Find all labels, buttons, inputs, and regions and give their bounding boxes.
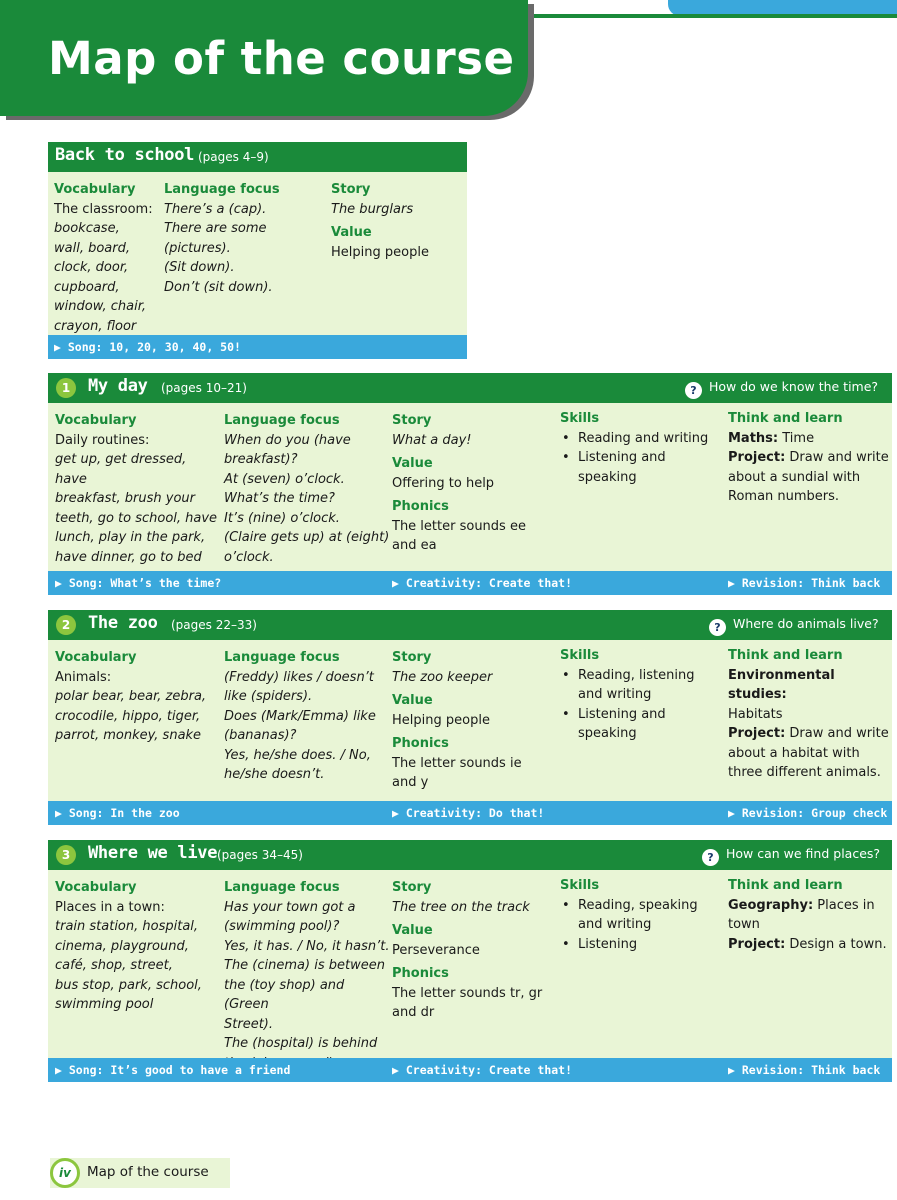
subject-line: town	[728, 917, 760, 932]
language-line: o’clock.	[224, 549, 274, 565]
vocab-line: The classroom:	[54, 201, 153, 217]
vocabulary-heading: Vocabulary	[55, 413, 137, 428]
project-line: about a habitat with	[728, 745, 860, 761]
page-title: Map of the course	[48, 32, 515, 85]
story-text: The burglars	[331, 201, 414, 217]
project-line: Project: Draw and write	[728, 450, 889, 465]
title-banner	[0, 0, 528, 116]
intro-header	[48, 142, 467, 172]
unit-1-header	[48, 373, 892, 403]
language-focus-heading: Language focus	[224, 880, 340, 895]
value-text: Helping people	[392, 712, 490, 728]
language-line: (Sit down).	[164, 260, 235, 275]
vocab-line: wall, board,	[54, 240, 130, 256]
vocab-line: parrot, monkey, snake	[55, 728, 202, 743]
big-question-text: Where do animals live?	[733, 616, 879, 631]
vocab-line: cupboard,	[54, 279, 120, 295]
vocabulary-heading: Vocabulary	[54, 182, 136, 197]
story-column	[392, 648, 558, 793]
subject-label: Environmental studies:	[728, 667, 835, 702]
unit-2-header	[48, 610, 892, 640]
language-line: Don’t (sit down).	[164, 279, 273, 295]
project-line: Project: Draw and write	[728, 726, 889, 741]
language-column	[224, 411, 390, 567]
question-icon: ?	[709, 619, 726, 636]
vocabulary-heading: Vocabulary	[55, 880, 137, 895]
vocab-line: Daily routines:	[55, 432, 150, 448]
vocab-line: get up, get dressed, have	[55, 452, 187, 487]
language-focus-heading: Language focus	[224, 650, 340, 665]
skills-column	[560, 646, 726, 744]
value-heading: Value	[392, 923, 433, 938]
language-line: (bananas)?	[224, 728, 297, 743]
phonics-line: The letter sounds ee	[392, 518, 526, 534]
story-column	[392, 411, 558, 556]
story-heading: Story	[392, 413, 432, 428]
value-text: Helping people	[331, 244, 429, 260]
unit-1-bottom-bar	[48, 571, 892, 595]
song-link[interactable]: ▶ Song: 10, 20, 30, 40, 50!	[54, 340, 241, 354]
phonics-heading: Phonics	[392, 499, 449, 514]
language-line: At (seven) o’clock.	[224, 471, 345, 487]
unit-3-section	[48, 840, 892, 1082]
unit-number-badge: 2	[56, 615, 76, 635]
skills-heading: Skills	[560, 648, 600, 663]
phonics-line: and ea	[392, 538, 437, 553]
page-footer	[50, 1158, 230, 1188]
skills-heading: Skills	[560, 411, 600, 426]
vocab-line: cinema, playground,	[55, 938, 189, 954]
unit-title: My day	[88, 376, 148, 396]
vocabulary-column	[55, 648, 221, 746]
skill-item: • Listening and speaking	[560, 448, 726, 487]
language-line: (Freddy) likes / doesn’t	[224, 669, 374, 685]
unit-3-bottom-bar	[48, 1058, 892, 1082]
language-line: Yes, he/she does. / No,	[224, 747, 371, 763]
vocab-line: clock, door,	[54, 260, 129, 275]
vocab-line: train station, hospital,	[55, 919, 199, 934]
think-learn-heading: Think and learn	[728, 411, 843, 426]
unit-number-badge: 3	[56, 845, 76, 865]
language-line: the (toy shop) and (Green	[224, 977, 345, 1012]
vocab-line: crayon, floor	[54, 318, 137, 334]
footer-label: Map of the course	[87, 1164, 209, 1180]
big-question	[685, 379, 878, 399]
language-line: Yes, it has. / No, it hasn’t.	[224, 938, 390, 954]
subject-line: Geography: Places in	[728, 897, 875, 913]
skill-item: • Listening and speaking	[560, 705, 726, 744]
story-heading: Story	[331, 182, 371, 197]
language-line: What’s the time?	[224, 491, 335, 506]
think-learn-heading: Think and learn	[728, 648, 843, 663]
project-line: Roman numbers.	[728, 489, 840, 504]
language-line: There’s a (cap).	[164, 201, 267, 217]
unit-pages: (pages 34–45)	[217, 848, 303, 862]
value-heading: Value	[331, 225, 372, 240]
vocab-line: café, shop, street,	[55, 958, 173, 973]
intro-song-bar	[48, 335, 467, 359]
creativity-link[interactable]: ▶ Creativity: Create that!	[392, 576, 573, 590]
unit-title: The zoo	[88, 613, 158, 633]
unit-pages: (pages 22–33)	[171, 618, 257, 632]
story-column	[392, 878, 558, 1023]
song-link[interactable]: ▶ Song: What’s the time?	[55, 576, 222, 590]
vocab-line: teeth, go to school, have	[55, 510, 218, 526]
unit-title: Where we live	[88, 843, 218, 863]
language-line: The (cinema) is between	[224, 958, 385, 973]
unit-2-section	[48, 610, 892, 825]
story-text: The tree on the track	[392, 899, 530, 915]
skill-item: • Reading, speaking and writing	[560, 896, 726, 935]
skill-item: • Reading and writing	[560, 429, 726, 449]
intro-section	[48, 142, 467, 359]
vocab-line: swimming pool	[55, 997, 154, 1012]
phonics-line: The letter sounds ie	[392, 755, 522, 771]
vocab-line: lunch, play in the park,	[55, 530, 206, 545]
think-learn-column	[728, 409, 892, 507]
vocab-line: Animals:	[55, 669, 112, 685]
skills-column	[560, 876, 726, 954]
project-line: Project: Design a town.	[728, 936, 887, 952]
header-accent-line	[528, 14, 897, 18]
revision-link[interactable]: ▶ Revision: Think back	[728, 1063, 881, 1077]
phonics-line: The letter sounds tr, gr	[392, 985, 543, 1001]
language-line: Does (Mark/Emma) like	[224, 708, 376, 724]
story-heading: Story	[392, 650, 432, 665]
question-icon: ?	[685, 382, 702, 399]
think-learn-column	[728, 876, 892, 954]
big-question	[702, 846, 880, 866]
question-icon: ?	[702, 849, 719, 866]
project-line: three different animals.	[728, 765, 881, 780]
language-line: Street).	[224, 1016, 273, 1032]
vocabulary-heading: Vocabulary	[55, 650, 137, 665]
vocabulary-column	[55, 878, 221, 1015]
vocab-line: crocodile, hippo, tiger,	[55, 708, 201, 724]
vocab-line: bookcase,	[54, 221, 120, 236]
big-question-text: How can we find places?	[726, 846, 881, 861]
language-line: When do you (have	[224, 432, 351, 448]
revision-link[interactable]: ▶ Revision: Group check	[728, 806, 888, 820]
language-line: like (spiders).	[224, 689, 313, 704]
vocabulary-column	[55, 411, 221, 567]
language-line: (swimming pool)?	[224, 919, 340, 934]
intro-title: Back to school	[55, 145, 195, 165]
unit-pages: (pages 10–21)	[161, 381, 247, 395]
intro-vocabulary-column	[54, 180, 158, 336]
language-column	[224, 878, 390, 1073]
intro-story-column	[331, 180, 461, 262]
language-line: It’s (nine) o’clock.	[224, 510, 340, 526]
song-link[interactable]: ▶ Song: It’s good to have a friend	[55, 1063, 291, 1077]
language-line: There are some	[164, 221, 267, 236]
vocab-line: window, chair,	[54, 299, 147, 314]
phonics-line: and dr	[392, 1005, 435, 1020]
skills-column	[560, 409, 726, 487]
vocab-line: bus stop, park, school,	[55, 977, 202, 993]
creativity-link[interactable]: ▶ Creativity: Do that!	[392, 806, 545, 820]
big-question-text: How do we know the time?	[709, 379, 879, 394]
subject-line: Habitats	[728, 706, 783, 722]
song-link[interactable]: ▶ Song: In the zoo	[55, 806, 180, 820]
language-line: The (hospital) is behind	[224, 1036, 378, 1051]
story-heading: Story	[392, 880, 432, 895]
intro-pages: (pages 4–9)	[198, 150, 269, 164]
phonics-heading: Phonics	[392, 736, 449, 751]
language-focus-heading: Language focus	[224, 413, 340, 428]
intro-language-column	[164, 180, 324, 297]
value-text: Perseverance	[392, 942, 480, 958]
creativity-link[interactable]: ▶ Creativity: Create that!	[392, 1063, 573, 1077]
language-line: Has your town got a	[224, 899, 356, 915]
project-line: about a sundial with	[728, 469, 861, 485]
language-focus-heading: Language focus	[164, 182, 280, 197]
skills-heading: Skills	[560, 878, 600, 893]
value-text: Offering to help	[392, 475, 495, 491]
language-line: breakfast)?	[224, 452, 298, 467]
language-column	[224, 648, 390, 785]
vocab-line: have dinner, go to bed	[55, 549, 202, 565]
think-learn-heading: Think and learn	[728, 878, 843, 893]
subject-line: Maths: Time	[728, 430, 815, 446]
language-line: he/she doesn’t.	[224, 767, 325, 782]
unit-number-badge: 1	[56, 378, 76, 398]
language-line: (pictures).	[164, 240, 231, 256]
vocab-line: breakfast, brush your	[55, 491, 195, 506]
think-learn-column	[728, 646, 892, 783]
phonics-heading: Phonics	[392, 966, 449, 981]
skill-item: • Reading, listening and writing	[560, 666, 726, 705]
story-text: The zoo keeper	[392, 669, 493, 685]
value-heading: Value	[392, 456, 433, 471]
skill-item: • Listening	[560, 935, 726, 955]
unit-1-section	[48, 373, 892, 595]
revision-link[interactable]: ▶ Revision: Think back	[728, 576, 881, 590]
value-heading: Value	[392, 693, 433, 708]
story-text: What a day!	[392, 432, 472, 448]
page-number-badge: iv	[50, 1158, 80, 1188]
vocab-line: polar bear, bear, zebra,	[55, 689, 207, 704]
unit-3-header	[48, 840, 892, 870]
big-question	[709, 616, 879, 636]
language-line: (Claire gets up) at (eight)	[224, 530, 390, 545]
phonics-line: and y	[392, 775, 429, 790]
unit-2-bottom-bar	[48, 801, 892, 825]
vocab-line: Places in a town:	[55, 899, 165, 915]
